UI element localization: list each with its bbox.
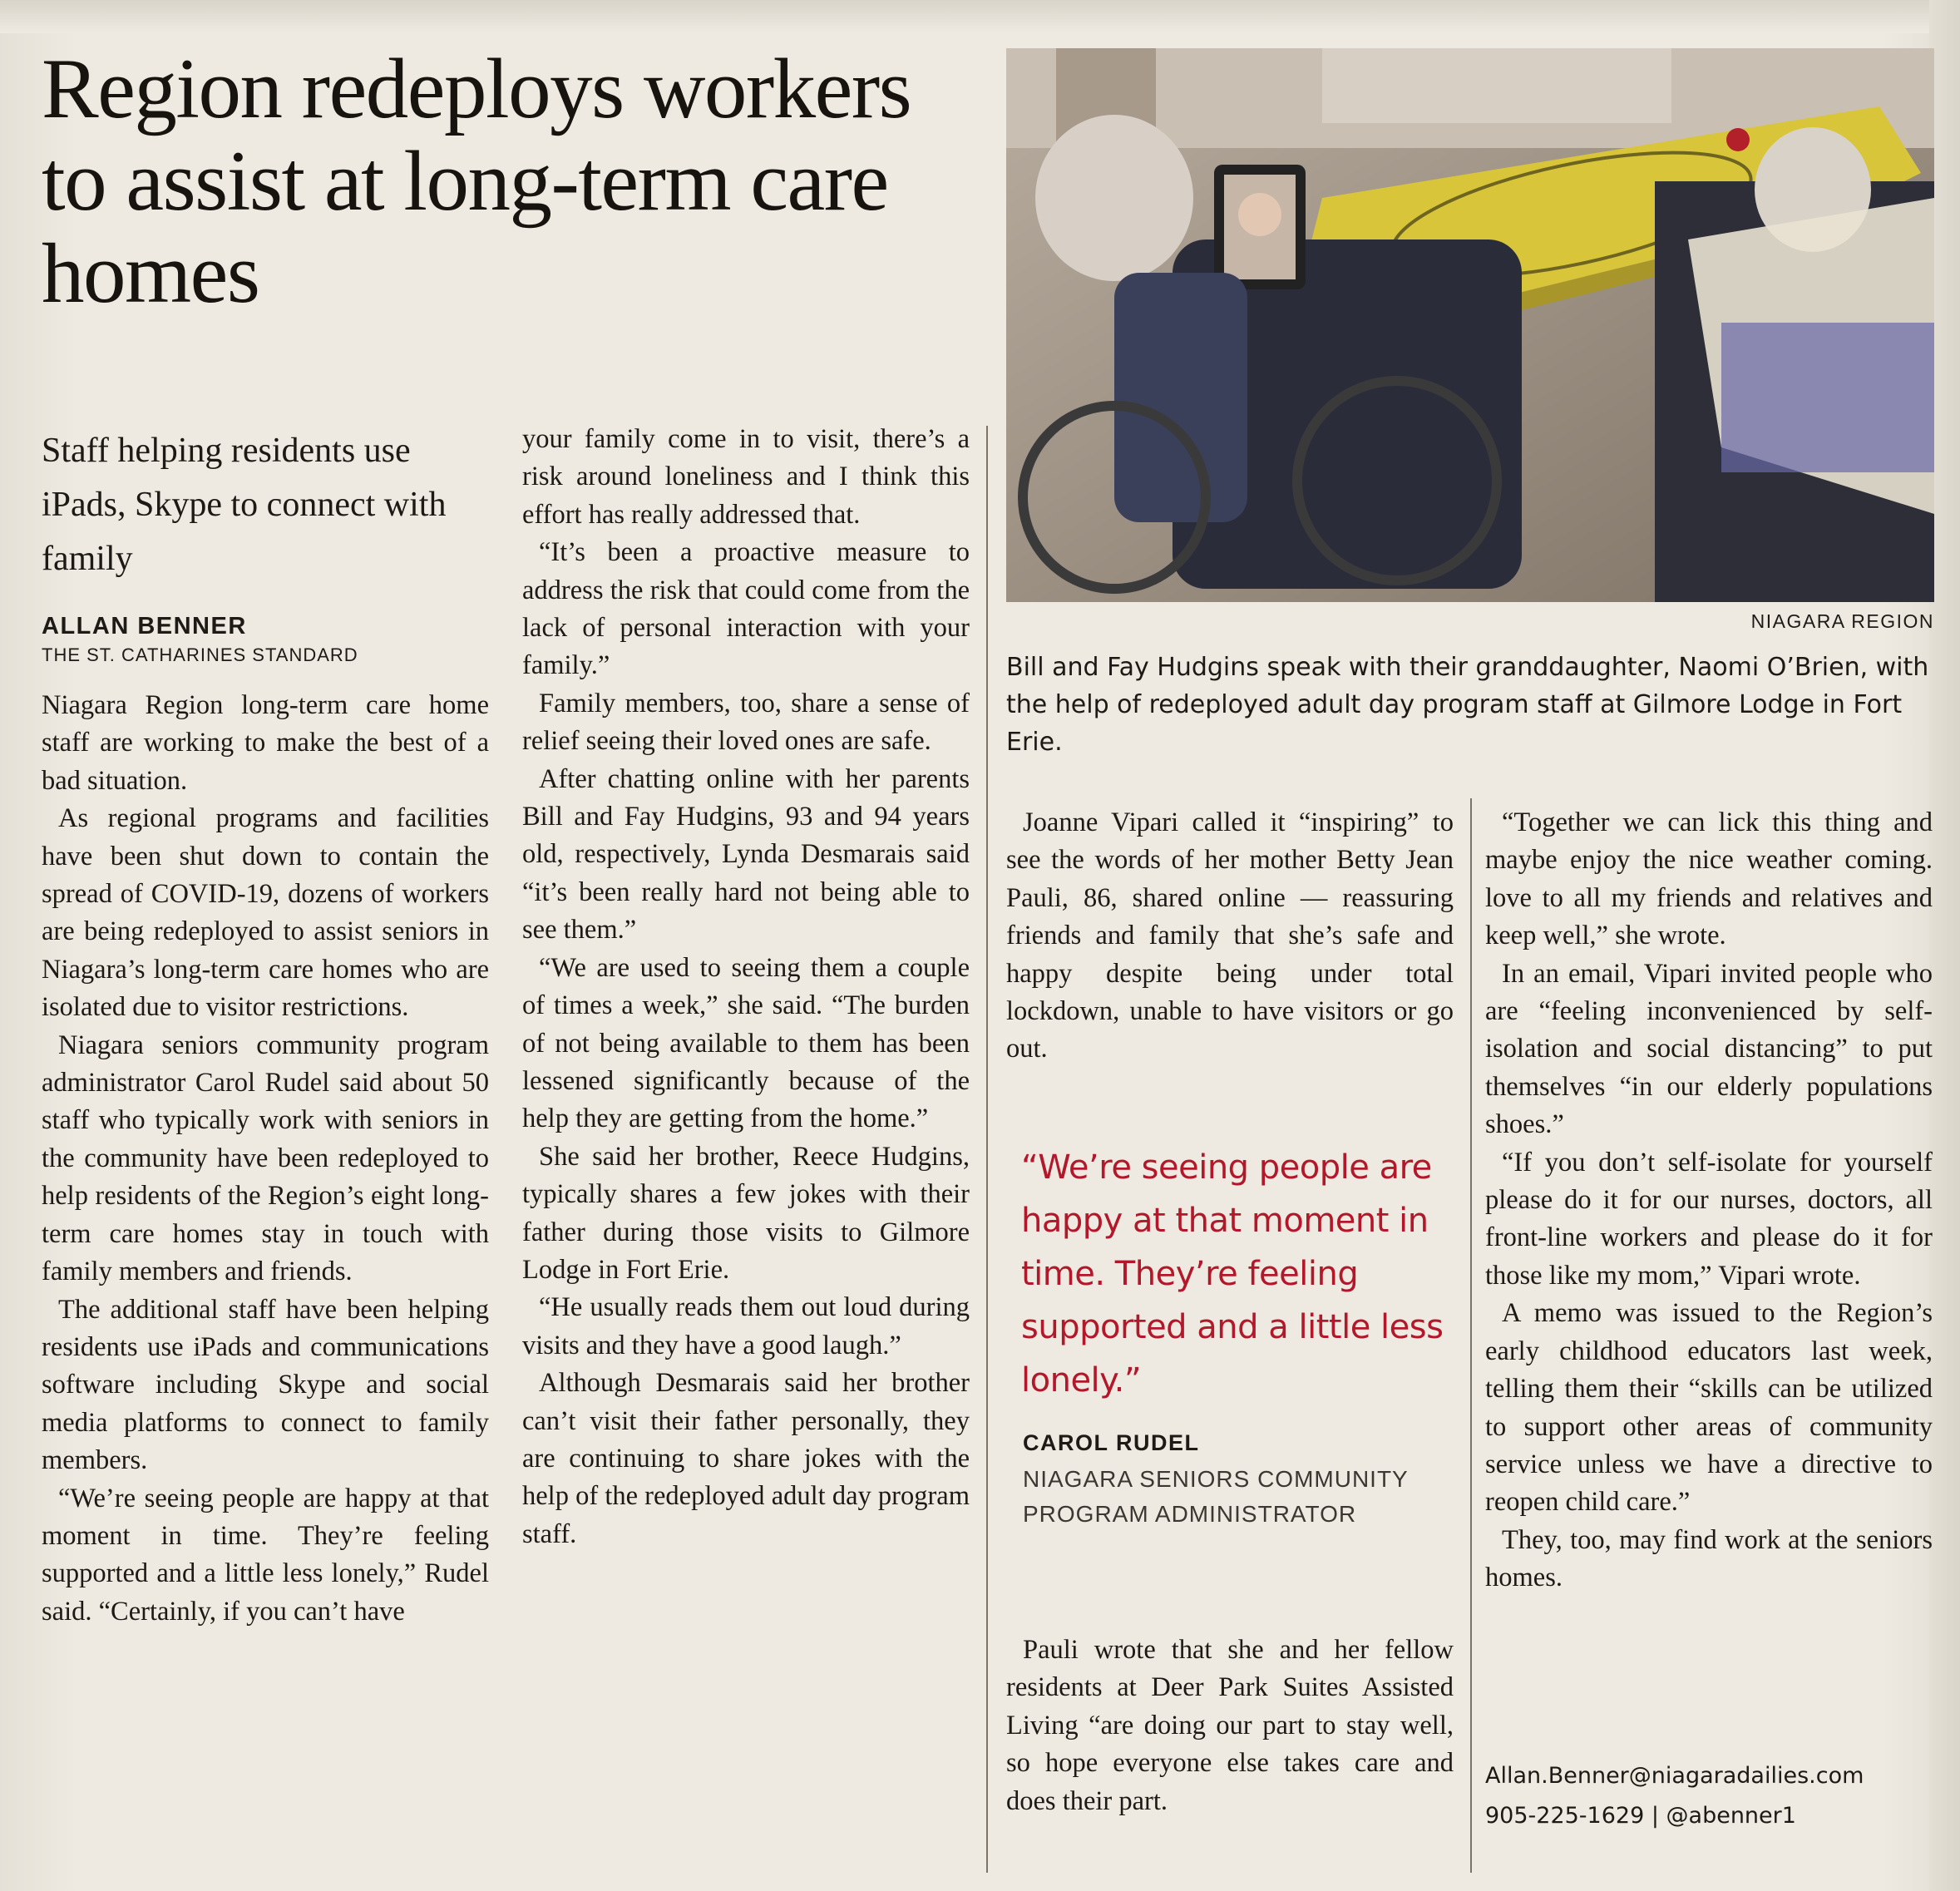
article-column-1 [42,687,489,1631]
paragraph: Niagara seniors community program administrator Carol Rudel said about 50 staff who typically work with seniors in the community have been redeployed to help residents of the Region’s eight long-term care homes stay in touch with family members and friends. [42,1029,489,1287]
author-email: Allan.Benner@niagaradailies.com [1485,1763,1864,1789]
photo-illustration [1006,48,1934,602]
paragraph: In an email, Vipari invited people who are “feeling inconvenienced by self-isolation and social distancing” to put themselves “in our elderly populations shoes.” [1485,958,1933,1140]
author-contact [1485,1756,1934,1836]
column-rule [986,426,988,1873]
paragraph: “Together we can lick this thing and maybe enjoy the nice weather coming. love to all my friends and relatives and keep well,” she wrote. [1485,807,1933,951]
pull-quote-attribution-title: NIAGARA SENIORS COMMUNITY PROGRAM ADMINISTRATOR [1023,1466,1409,1527]
photo-credit: NIAGARA REGION [1750,610,1934,632]
article-column-4 [1485,804,1933,1597]
photo-caption: Bill and Fay Hudgins speak with their granddaughter, Naomi O’Brien, with the help of redeployed adult day program staff at Gilmore Lodge in Fort Erie. [1006,653,1929,757]
paragraph: As regional programs and facilities have been shut down to contain the spread of COVID-19, dozens of workers are being redeployed to assist seniors in Niagara’s long-term care homes who are isolated due to visitor restrictions. [42,803,489,1023]
paragraph: “We’re seeing people are happy at that moment in time. They’re feeling supported and a little less lonely,” Rudel said. “Certainly, if you can’t have [42,1483,489,1627]
paragraph: Family members, too, share a sense of relief seeing their loved ones are safe. [522,688,970,757]
article-column-2 [522,421,970,1553]
paragraph: A memo was issued to the Region’s early childhood educators last week, telling them their “skills can be utilized to support other areas of community service unless we have a directive to reopen child care.” [1485,1298,1933,1518]
article-photo [1006,48,1934,602]
byline-publication: THE ST. CATHARINES STANDARD [42,644,358,665]
article-column-3 [1006,804,1454,1069]
paragraph: Niagara Region long-term care home staff are working to make the best of a bad situation. [42,690,489,796]
paragraph: “If you don’t self-isolate for yourself please do it for our nurses, doctors, all front-line workers and please do it for those like my mom,” Vipari wrote. [1485,1147,1933,1291]
headline: Region redeploys workers to assist at long-term care homes [42,42,911,321]
column-rule [1470,798,1472,1873]
paragraph: The additional staff have been helping residents use iPads and communications software including Skype and social media platforms to connect to family members. [42,1294,489,1476]
paragraph: Although Desmarais said her brother can’t visit their father personally, they are continuing to share jokes with the help of the redeployed adult day program staff. [522,1368,970,1549]
paragraph: After chatting online with her parents Bill and Fay Hudgins, 93 and 94 years old, respectively, Lynda Desmarais said “it’s been really hard not being able to see them.” [522,763,970,946]
author-phone-social: 905-225-1629 | @abenner1 [1485,1803,1796,1829]
paragraph: She said her brother, Reece Hudgins, typically shares a few jokes with their father during those visits to Gilmore Lodge in Fort Erie. [522,1141,970,1285]
paragraph: Pauli wrote that she and her fellow residents at Deer Park Suites Assisted Living “are doing our part to stay well, so hope everyone else takes care and does their part. [1006,1635,1454,1816]
paragraph: “He usually reads them out loud during visits and they have a good laugh.” [522,1292,970,1360]
article-column-3-continued [1006,1632,1454,1820]
byline [42,611,507,668]
paragraph: “It’s been a proactive measure to address the risk that could come from the lack of personal interaction with your family.” [522,537,970,681]
paragraph: They, too, may find work at the seniors homes. [1485,1524,1933,1593]
paragraph: Joanne Vipari called it “inspiring” to see the words of her mother Betty Jean Pauli, 86, shared online — reassuring friends and family that she’s safe and happy despite being under total lockdown, unable to have visitors or go out. [1006,807,1454,1064]
pull-quote-attribution-name: CAROL RUDEL [1023,1430,1200,1455]
paragraph: “We are used to seeing them a couple of times a week,” she said. “The burden of not being available to them has been lessened significantly because of the help they are getting from the home.” [522,952,970,1134]
deck: Staff helping residents use iPads, Skype to connect with family [42,432,447,578]
adjacent-page-bleed-top [0,0,1960,33]
pull-quote: “We’re seeing people are happy at that moment in time. They’re feeling supported and a little less lonely.” [1021,1148,1444,1400]
paragraph: your family come in to visit, there’s a risk around loneliness and I think this effort has really addressed that. [522,424,970,530]
byline-name: ALLAN BENNER [42,613,247,639]
